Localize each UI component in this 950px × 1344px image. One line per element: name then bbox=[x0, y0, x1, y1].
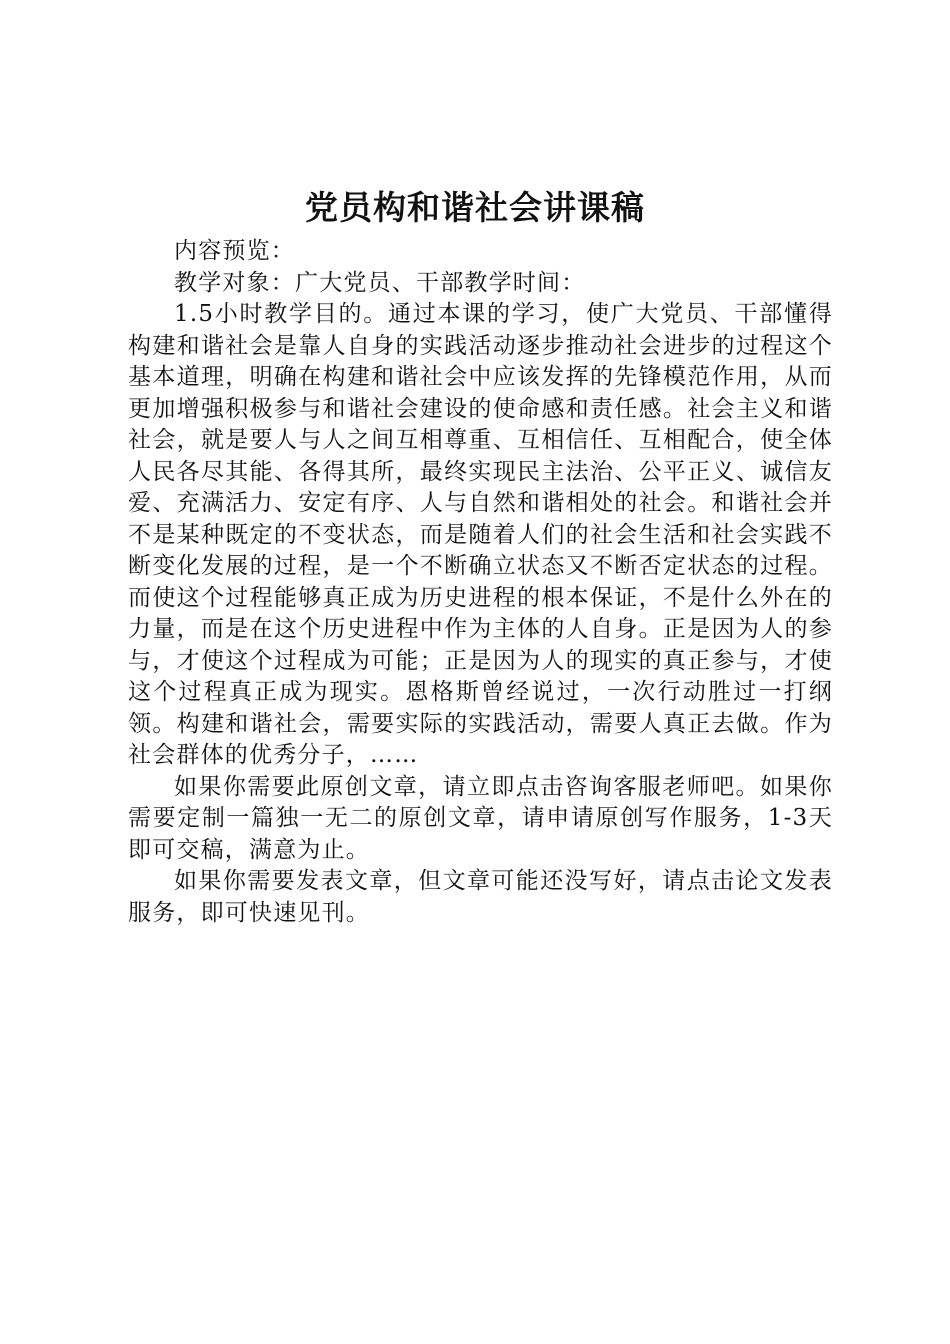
publishing-notice-paragraph: 如果你需要发表文章，但文章可能还没写好，请点击论文发表服务，即可快速见刊。 bbox=[128, 868, 833, 926]
document-title: 党员构和谐社会讲课稿 bbox=[305, 188, 645, 227]
main-content-paragraph: 1.5小时教学目的。通过本课的学习，使广大党员、干部懂得构建和谐社会是靠人自身的实践活动逐步推动社会进步的过程这个基本道理，明确在构建和谐社会中应该发挥的先锋模范作用，从而更加增强积极参与和谐社会建设的使命感和责任感。社会主义和谐社会，就是要人与人之间互相尊重、互相信任、互相配合，使全体人民各尽其能、各得其所，最终实现民主法治、公平正义、诚信友爱、充满活力、安定有序、人与自然和谐相处的社会。和谐社会并不是某种既定的不变状态，而是随着人们的社会生活和社会实践不断变化发展的过程，是一个不断确立状态又不断否定状态的过程。而使这个过程能够真正成为历史进程的根本保证，不是什么外在的力量，而是在这个历史进程中作为主体的人自身。正是因为人的参与，才使这个过程成为可能；正是因为人的现实的真正参与，才使这个过程真正成为现实。恩格斯曾经说过，一次行动胜过一打纲领。构建和谐社会，需要实际的实践活动，需要人真正去做。作为社会群体的优秀分子，…… bbox=[128, 301, 833, 768]
custom-writing-notice-paragraph: 如果你需要此原创文章，请立即点击咨询客服老师吧。如果你需要定制一篇独一无二的原创文章，请申请原创写作服务，1-3天即可交稿，满意为止。 bbox=[128, 773, 833, 863]
document-body bbox=[128, 236, 833, 929]
teaching-target-paragraph: 教学对象：广大党员、干部教学时间： bbox=[174, 269, 586, 296]
preview-label-paragraph: 内容预览： bbox=[174, 238, 295, 264]
